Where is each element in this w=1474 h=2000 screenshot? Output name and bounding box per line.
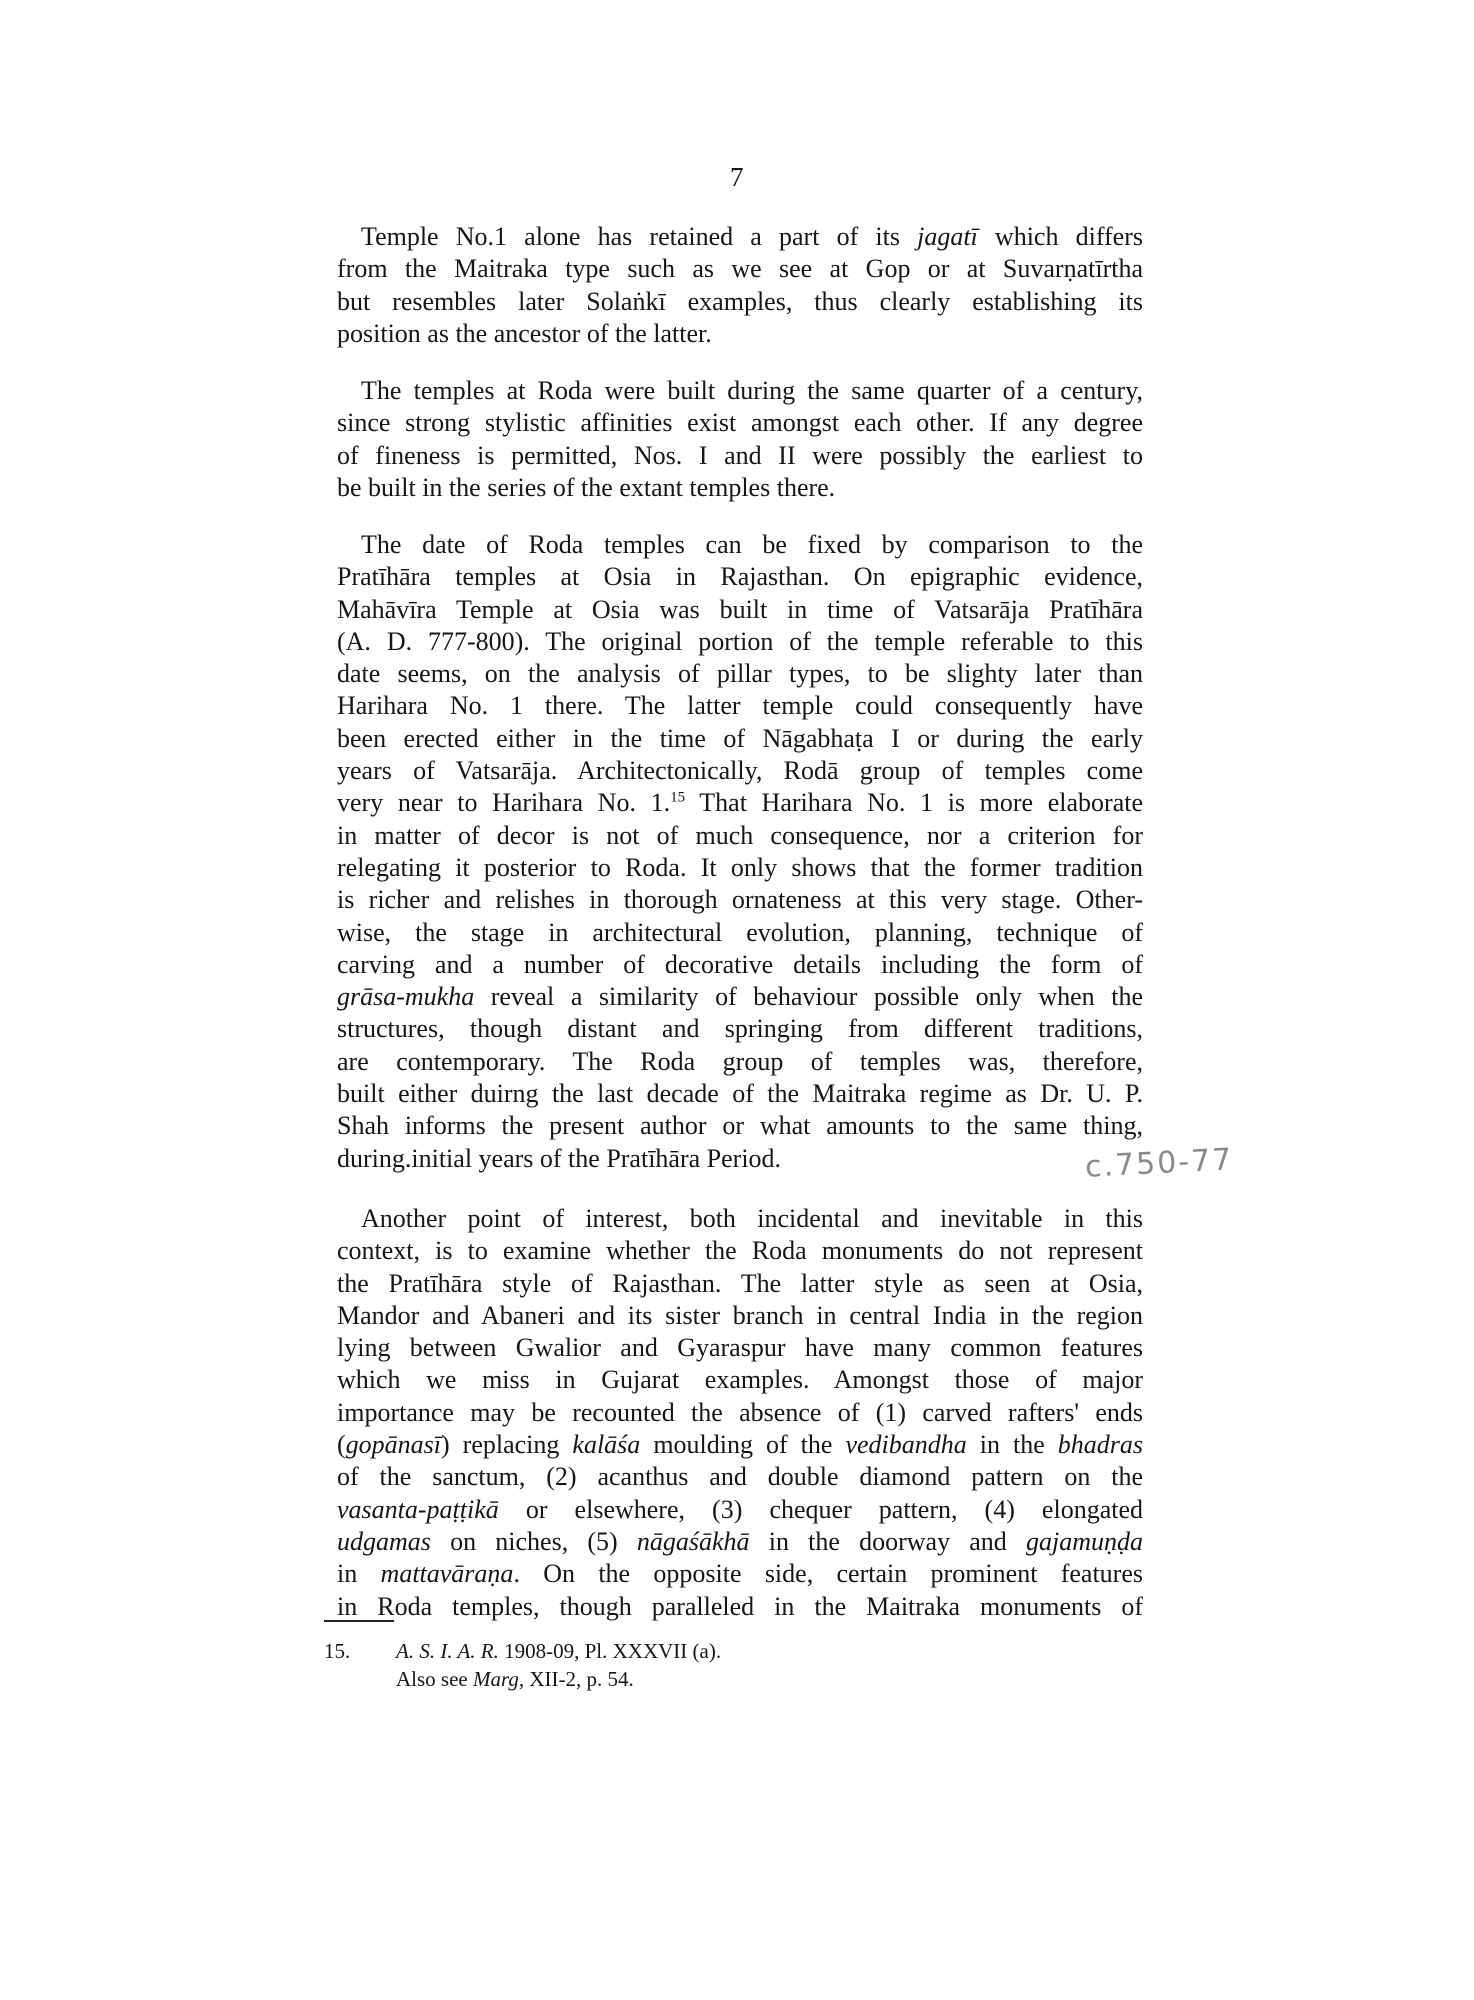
paragraph-line: very near to Harihara No. 1.15 That Harihara No. 1 is more elaborate — [337, 788, 1144, 818]
paragraph-1 — [337, 221, 1143, 350]
footnote-number: 15. — [324, 1639, 351, 1663]
paragraph-line: date seems, on the analysis of pillar types, to be slighty later than — [337, 659, 1143, 689]
paragraph-line: Temple No.1 alone has retained a part of its jagatī which differs — [361, 222, 1143, 251]
footnote-line: Also see Marg, XII-2, p. 54. — [396, 1667, 634, 1691]
page-number: 7 — [730, 162, 744, 192]
paragraph-line: grāsa-mukha reveal a similarity of behaviour possible only when the — [337, 982, 1143, 1012]
paragraph-line: built either duirng the last decade of the Maitraka regime as Dr. U. P. — [337, 1079, 1143, 1109]
paragraph-line: in mattavāraṇa. On the opposite side, certain prominent features — [337, 1559, 1143, 1589]
paragraph-line: wise, the stage in architectural evolution, planning, technique of — [337, 917, 1143, 947]
paragraph-line: lying between Gwalior and Gyaraspur have many common features — [337, 1333, 1143, 1363]
paragraph-line: (gopānasī) replacing kalāśa moulding of the vedibandha in the bhadras — [337, 1430, 1144, 1460]
paragraph-line: years of Vatsarāja. Architectonically, Rodā group of temples come — [337, 756, 1143, 786]
paragraph-2 — [337, 375, 1143, 504]
paragraph-line: carving and a number of decorative details including the form of — [337, 949, 1143, 979]
paragraph-line: context, is to examine whether the Roda monuments do not represent — [337, 1236, 1143, 1266]
footnote-reference[interactable]: 15 — [670, 789, 686, 806]
paragraph-line: is richer and relishes in thorough ornateness at this very stage. Other- — [337, 885, 1143, 915]
paragraph-line: structures, though distant and springing from different traditions, — [337, 1014, 1143, 1044]
paragraph-line: vasanta-paṭṭikā or elsewhere, (3) chequer pattern, (4) elongated — [337, 1494, 1143, 1524]
paragraph-line: Harihara No. 1 there. The latter temple could consequently have — [337, 691, 1143, 721]
paragraph-line: Another point of interest, both incidental and inevitable in this — [361, 1204, 1143, 1233]
paragraph-line: been erected either in the time of Nāgabhaṭa I or during the early — [337, 723, 1143, 753]
handwritten-annotation: c.750-77 — [1084, 1142, 1235, 1185]
paragraph-line: relegating it posterior to Roda. It only shows that the former tradition — [337, 852, 1143, 882]
paragraph-line: Pratīhāra temples at Osia in Rajasthan. On epigraphic evidence, — [337, 562, 1143, 592]
paragraph-line: be built in the series of the extant temples there. — [337, 472, 836, 502]
paragraph-line: the Pratīhāra style of Rajasthan. The latter style as seen at Osia, — [337, 1268, 1143, 1298]
paragraph-line: from the Maitraka type such as we see at Gop or at Suvarṇatīrtha — [337, 254, 1143, 284]
paragraph-line: of the sanctum, (2) acanthus and double diamond pattern on the — [337, 1462, 1143, 1492]
paragraph-line: The date of Roda temples can be fixed by comparison to the — [361, 530, 1143, 559]
paragraph-line: of fineness is permitted, Nos. I and II were possibly the earliest to — [337, 440, 1143, 470]
paragraph-line: udgamas on niches, (5) nāgaśākhā in the doorway and gajamuṇḍa — [337, 1526, 1143, 1556]
paragraph-3 — [337, 529, 1143, 1175]
paragraph-line: but resembles later Solaṅkī examples, thus clearly establishing its — [337, 286, 1143, 316]
paragraph-line: in matter of decor is not of much consequence, nor a criterion for — [337, 820, 1143, 850]
paragraph-line: during.initial years of the Pratīhāra Period. — [337, 1143, 782, 1173]
paragraph-line: which we miss in Gujarat examples. Amongst those of major — [337, 1365, 1143, 1395]
paragraph-line: since strong stylistic affinities exist amongst each other. If any degree — [337, 408, 1143, 438]
paragraph-line: position as the ancestor of the latter. — [337, 318, 712, 348]
paragraph-line: Shah informs the present author or what amounts to the same thing, — [337, 1111, 1143, 1141]
paragraph-4 — [337, 1203, 1143, 1623]
paragraph-line: in Roda temples, though paralleled in the Maitraka monuments of — [337, 1591, 1143, 1621]
paragraph-line: (A. D. 777-800). The original portion of the temple referable to this — [337, 626, 1143, 656]
paragraph-line: are contemporary. The Roda group of temples was, therefore, — [337, 1046, 1143, 1076]
paragraph-line: Mandor and Abaneri and its sister branch in central India in the region — [337, 1300, 1143, 1330]
footnote-divider — [324, 1620, 394, 1622]
paragraph-line: The temples at Roda were built during the same quarter of a century, — [361, 376, 1143, 405]
footnote-line: A. S. I. A. R. 1908-09, Pl. XXXVII (a). — [396, 1639, 722, 1663]
paragraph-line: importance may be recounted the absence of (1) carved rafters' ends — [337, 1397, 1143, 1427]
paragraph-line: Mahāvīra Temple at Osia was built in time of Vatsarāja Pratīhāra — [337, 594, 1143, 624]
footnote — [324, 1637, 721, 1693]
